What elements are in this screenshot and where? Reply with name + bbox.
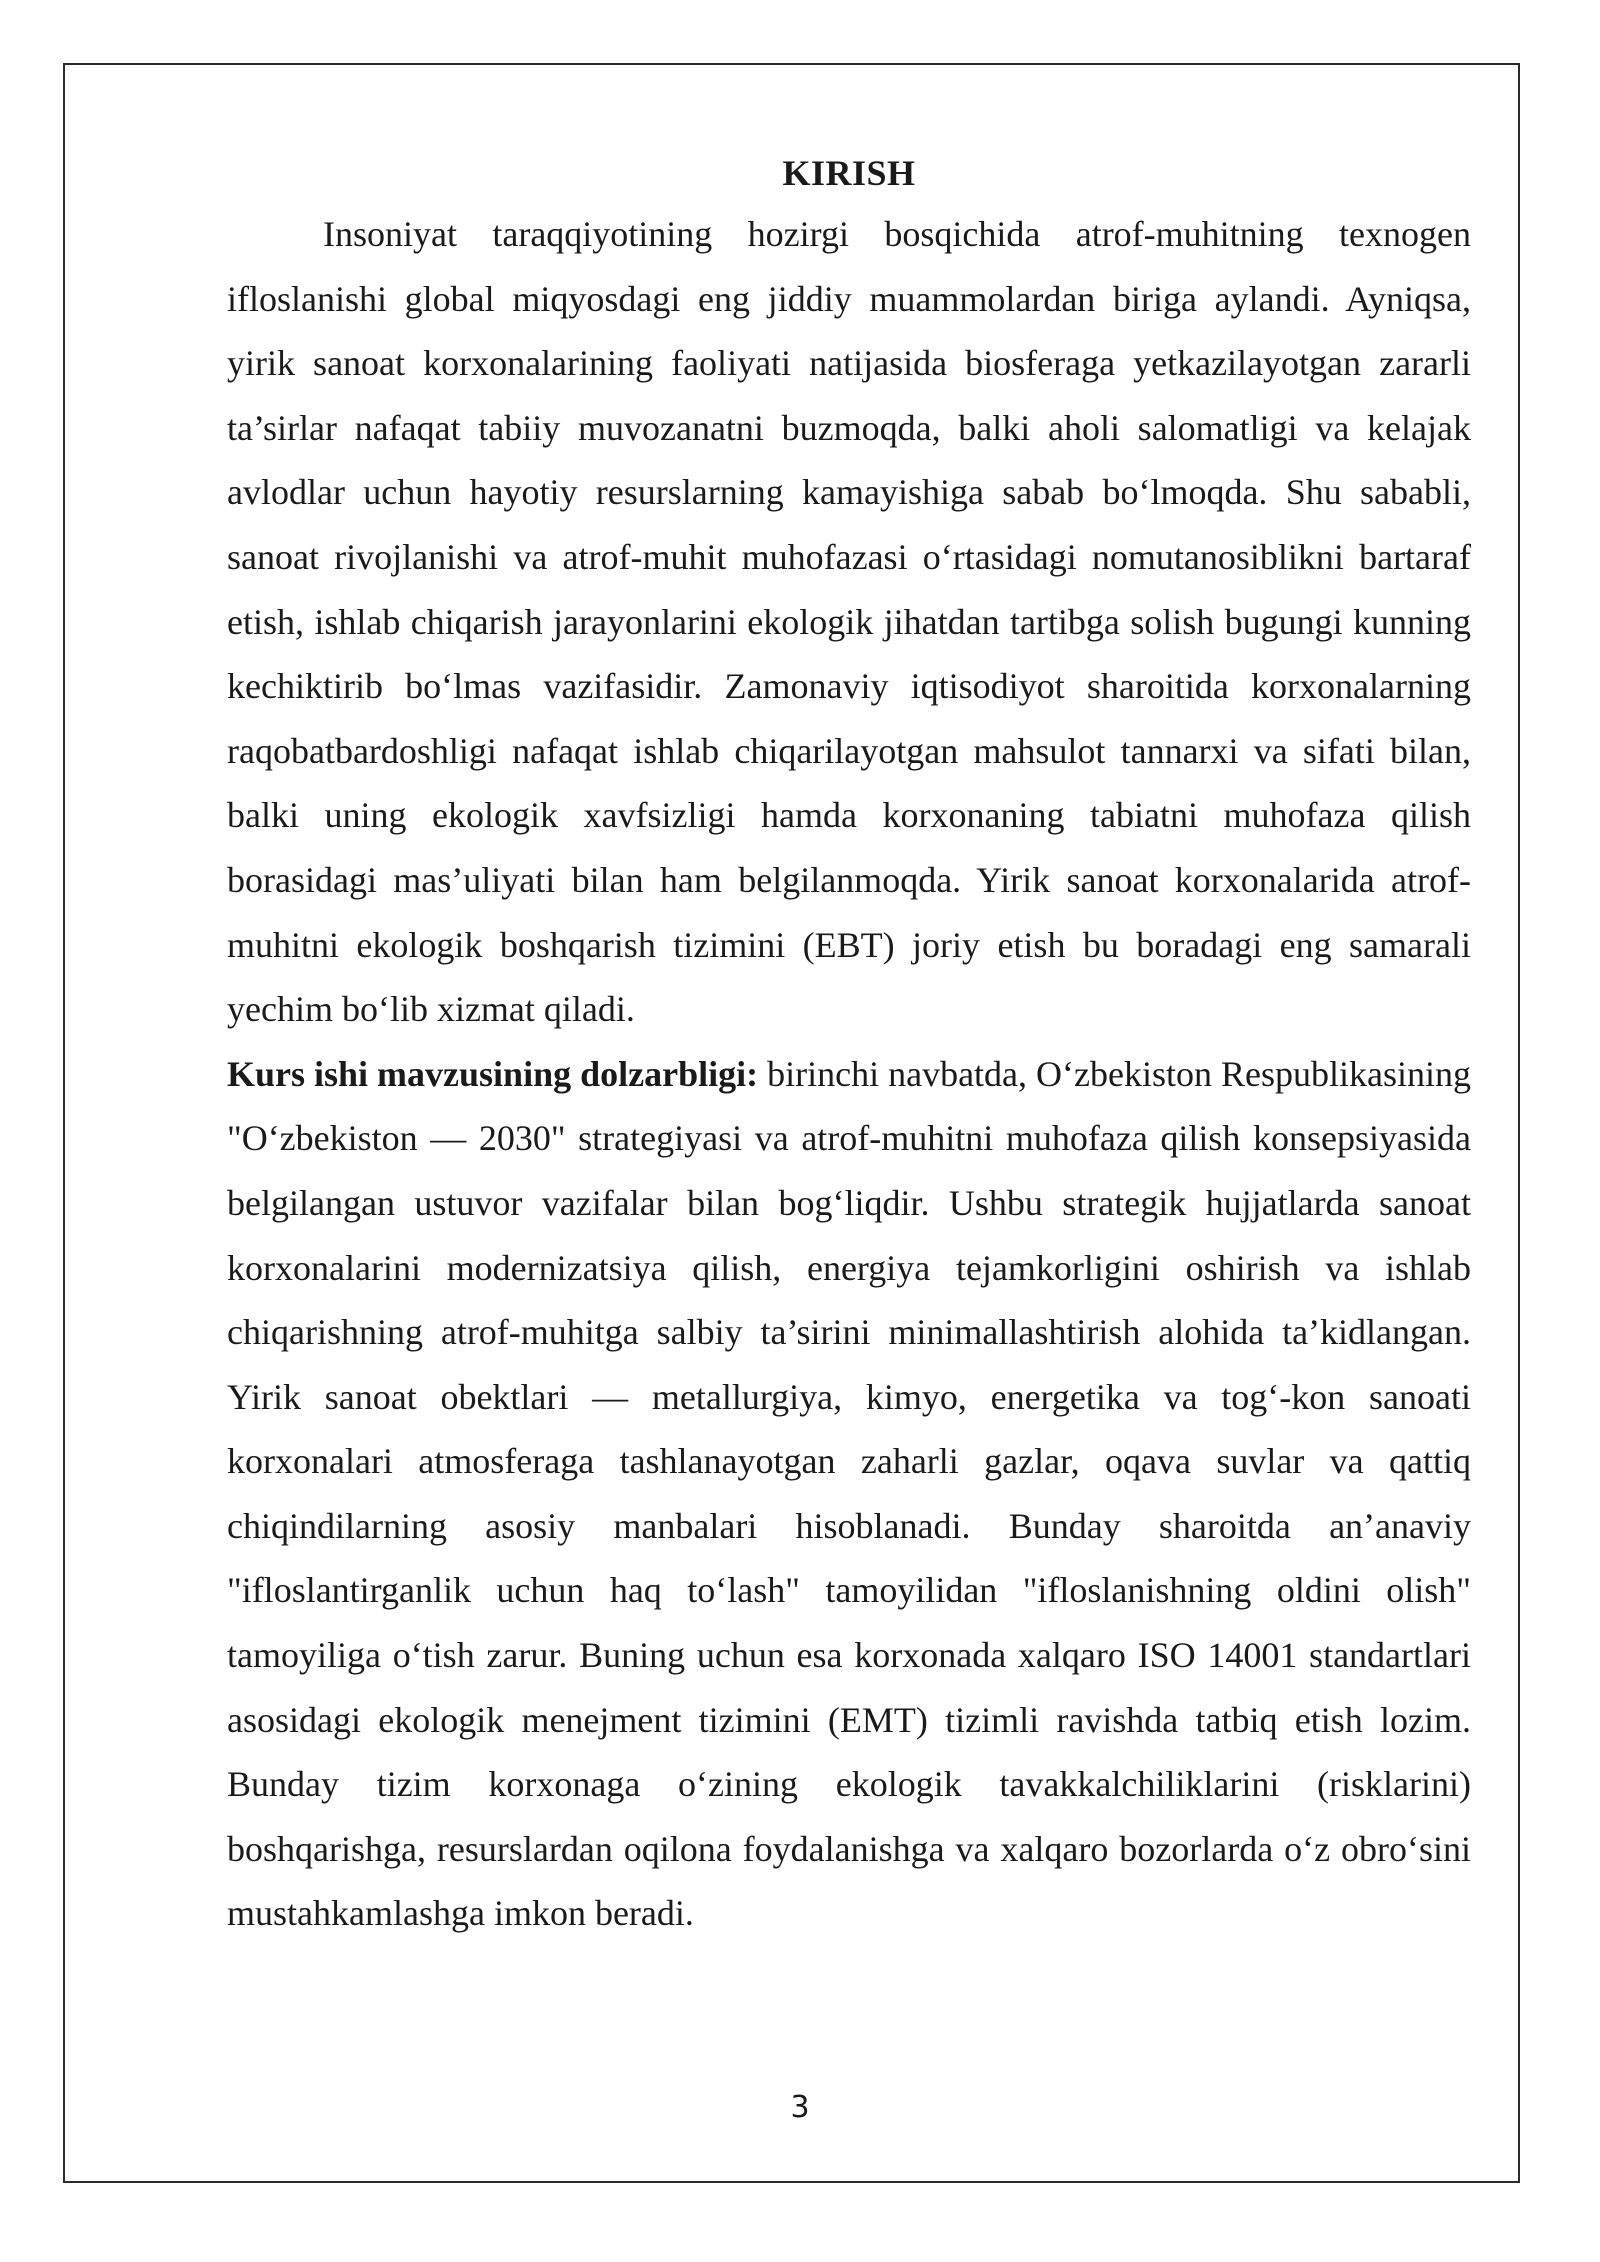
relevance-lead: Kurs ishi mavzusining dolzarbligi: (227, 1053, 759, 1094)
document-body (227, 148, 1471, 1946)
intro-paragraph: Insoniyat taraqqiyotining hozirgi bosqichida atrof-muhitning texnogen ifloslanishi global miqyosdagi eng jiddiy muammolardan biriga aylandi. Ayniqsa, yirik sanoat korxonalarining faoliyati natijasida biosferaga yetkazilayotgan zararli ta’sirlar nafaqat tabiiy muvozanatni buzmoqda, balki aholi salomatligi va kelajak avlodlar uchun hayotiy resurslarning kamayishiga sabab bo‘lmoqda. Shu sababli, sanoat rivojlanishi va atrof-muhit muhofazasi o‘rtasidagi nomutanosiblikni bartaraf etish, ishlab chiqarish jarayonlarini ekologik jihatdan tartibga solish bugungi kunning kechiktirib bo‘lmas vazifasidir. Zamonaviy iqtisodiyot sharoitida korxonalarning raqobatbardoshligi nafaqat ishlab chiqarilayotgan mahsulot tannarxi va sifati bilan, balki uning ekologik xavfsizligi hamda korxonaning tabiatni muhofaza qilish borasidagi mas’uliyati bilan ham belgilanmoqda. Yirik sanoat korxonalarida atrof-muhitni ekologik boshqarish tizimini (EBT) joriy etish bu boradagi eng samarali yechim bo‘lib xizmat qiladi. (227, 214, 1471, 1030)
relevance-body: birinchi navbatda, O‘zbekiston Respublikasining "O‘zbekiston — 2030" strategiyasi va atrof-muhitni muhofaza qilish konsepsiyasida belgilangan ustuvor vazifalar bilan bog‘liqdir. Ushbu strategik hujjatlarda sanoat korxonalarini modernizatsiya qilish, energiya tejamkorligini oshirish va ishlab chiqarishning atrof-muhitga salbiy ta’sirini minimallashtirish alohida ta’kidlangan. Yirik sanoat obektlari — metallurgiya, kimyo, energetika va tog‘-kon sanoati korxonalari atmosferaga tashlanayotgan zaharli gazlar, oqava suvlar va qattiq chiqindilarning asosiy manbalari hisoblanadi. Bunday sharoitda an’anaviy "ifloslantirganlik uchun haq to‘lash" tamoyilidan "ifloslanishning oldini olish" tamoyiliga o‘tish zarur. Buning uchun esa korxonada xalqaro ISO 14001 standartlari asosidagi ekologik menejment tizimini (EMT) tizimli ravishda tatbiq etish lozim. Bunday tizim korxonaga o‘zining ekologik tavakkalchiliklarini (risklarini) boshqarishga, resurslardan oqilona foydalanishga va xalqaro bozorlarda o‘z obro‘sini mustahkamlashga imkon beradi. (227, 1053, 1471, 1934)
page-number: 3 (790, 2090, 810, 2125)
section-title: KIRISH (782, 153, 916, 193)
relevance-paragraph (227, 1042, 1471, 1946)
